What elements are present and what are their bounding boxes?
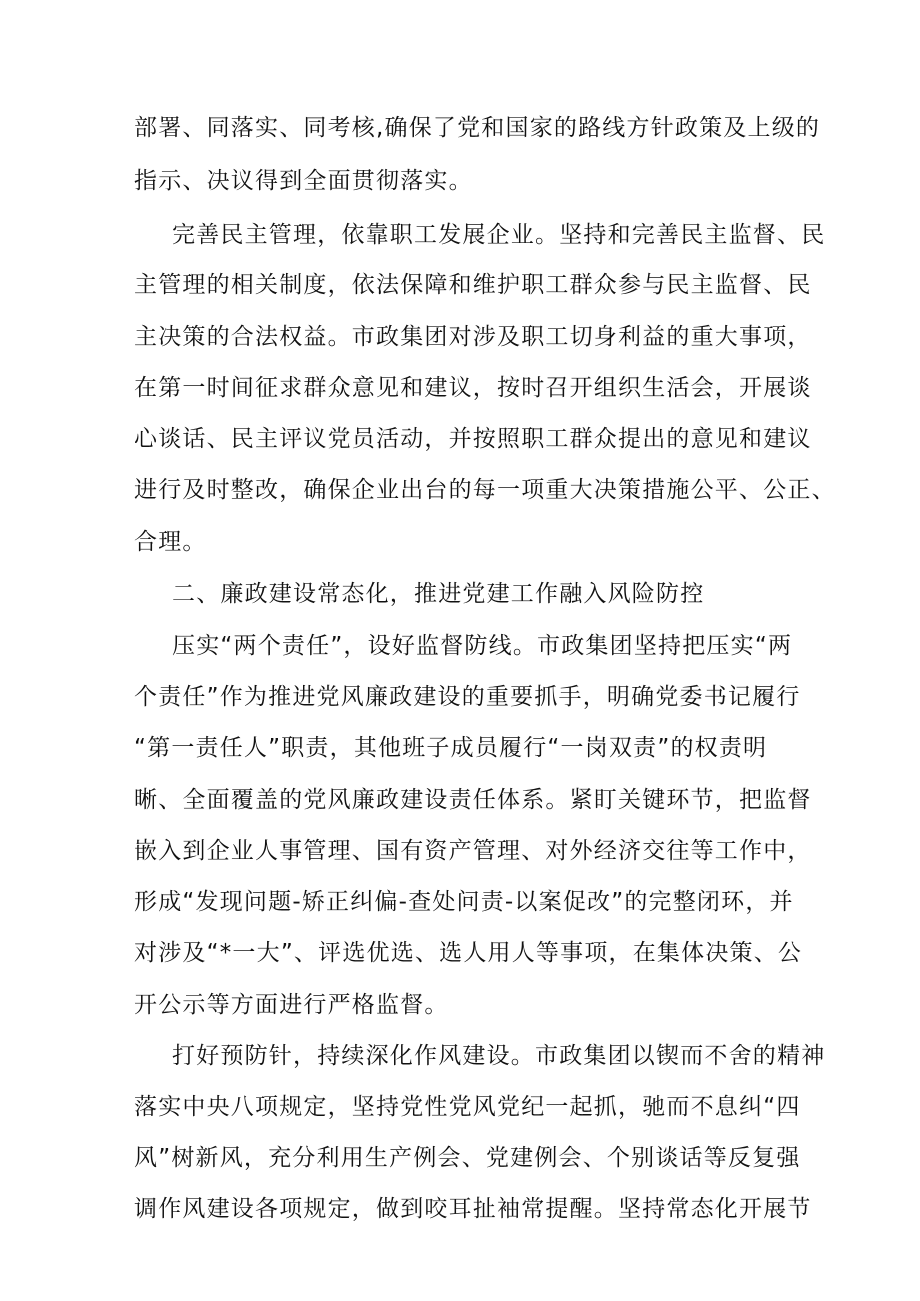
text-line: 开公示等方面进行严格监督。 bbox=[134, 992, 449, 1018]
text-line: 主管理的相关制度，依法保障和维护职工群众参与民主监督、民 bbox=[134, 272, 812, 298]
text-line: 对涉及“*一大”、评选优选、选人用人等事项，在集体决策、公 bbox=[134, 940, 803, 966]
text-line: 嵌入到企业人事管理、国有资产管理、对外经济交往等工作中， bbox=[134, 838, 812, 864]
text-line: 进行及时整改，确保企业出台的每一项重大决策措施公平、公正、 bbox=[134, 477, 836, 503]
text-line: 风”树新风，充分利用生产例会、党建例会、个别谈话等反复强 bbox=[134, 1145, 801, 1171]
text-line: 形成“发现问题-矫正纠偏-查处问责-以案促改”的完整闭环，并 bbox=[134, 889, 794, 915]
paragraph-start-line: 完善民主管理，依靠职工发展企业。坚持和完善民主监督、民 bbox=[172, 222, 826, 248]
text-line: 合理。 bbox=[134, 529, 207, 555]
text-line: 落实中央八项规定，坚持党性党风党纪一起抓，驰而不息纠“四 bbox=[134, 1094, 801, 1120]
paragraph-start-line: 压实“两个责任”，设好监督防线。市政集团坚持把压实“两 bbox=[172, 633, 793, 659]
text-line: 指示、决议得到全面贯彻落实。 bbox=[134, 168, 473, 194]
text-line: 在第一时间征求群众意见和建议，按时召开组织生活会，开展谈 bbox=[134, 375, 812, 401]
paragraph-start-line: 打好预防针，持续深化作风建设。市政集团以锲而不舍的精神 bbox=[172, 1043, 826, 1069]
text-line: 调作风建设各项规定，做到咬耳扯袖常提醒。坚持常态化开展节 bbox=[134, 1196, 812, 1222]
text-line: 部署、同落实、同考核,确保了党和国家的路线方针政策及上级的 bbox=[134, 115, 821, 141]
text-line: 心谈话、民主评议党员活动，并按照职工群众提出的意见和建议 bbox=[134, 426, 812, 452]
text-line: “第一责任人”职责，其他班子成员履行“一岗双责”的权责明 bbox=[134, 735, 768, 761]
text-line: 个责任”作为推进党风廉政建设的重要抓手，明确党委书记履行 bbox=[134, 684, 801, 710]
text-line: 主决策的合法权益。市政集团对涉及职工切身利益的重大事项， bbox=[134, 324, 812, 350]
text-line: 晰、全面覆盖的党风廉政建设责任体系。紧盯关键环节，把监督 bbox=[134, 787, 812, 813]
section-heading: 二、廉政建设常态化，推进党建工作融入风险防控 bbox=[172, 581, 705, 607]
